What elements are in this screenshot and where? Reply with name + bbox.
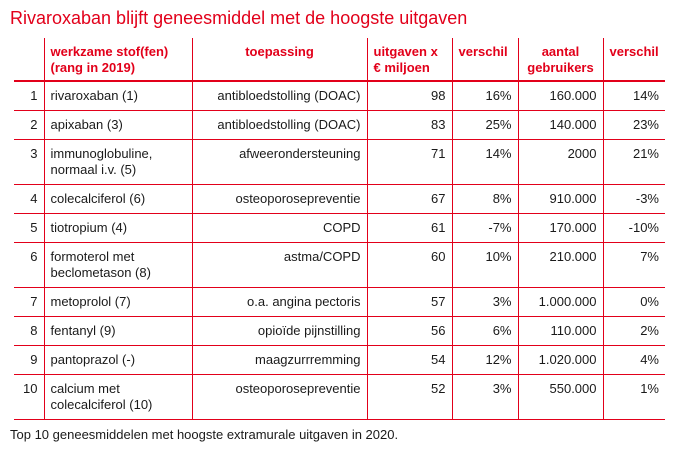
row-verschil-uitgaven: 6% — [452, 316, 518, 345]
row-verschil-uitgaven: 12% — [452, 345, 518, 374]
row-verschil-gebruikers: 14% — [603, 81, 665, 110]
row-aantal-gebruikers: 170.000 — [518, 213, 603, 242]
row-verschil-uitgaven: 10% — [452, 242, 518, 287]
row-werkzame-stof: fentanyl (9) — [44, 316, 192, 345]
table-row — [14, 213, 665, 242]
row-verschil-gebruikers: 21% — [603, 139, 665, 184]
row-verschil-gebruikers: 4% — [603, 345, 665, 374]
row-verschil-gebruikers: 1% — [603, 374, 665, 419]
row-uitgaven: 57 — [367, 287, 452, 316]
header-verschil-gebruikers: verschil — [603, 38, 665, 81]
row-verschil-uitgaven: 8% — [452, 184, 518, 213]
table-row — [14, 374, 665, 419]
row-werkzame-stof: formoterol met beclometason (8) — [44, 242, 192, 287]
row-verschil-uitgaven: 3% — [452, 374, 518, 419]
header-nr — [14, 38, 44, 81]
row-toepassing: COPD — [192, 213, 367, 242]
row-verschil-uitgaven: 3% — [452, 287, 518, 316]
row-toepassing: o.a. angina pectoris — [192, 287, 367, 316]
row-rank: 3 — [14, 139, 44, 184]
header-uitgaven: uitgaven x € miljoen — [367, 38, 452, 81]
row-verschil-uitgaven: -7% — [452, 213, 518, 242]
row-uitgaven: 54 — [367, 345, 452, 374]
row-uitgaven: 56 — [367, 316, 452, 345]
table-caption: Top 10 geneesmiddelen met hoogste extramurale uitgaven in 2020. — [10, 427, 399, 442]
row-werkzame-stof: colecalciferol (6) — [44, 184, 192, 213]
header-aantal-gebruikers: aantal gebruikers — [518, 38, 603, 81]
table-row — [14, 139, 665, 184]
row-werkzame-stof: metoprolol (7) — [44, 287, 192, 316]
row-toepassing: antibloedstolling (DOAC) — [192, 81, 367, 110]
row-verschil-uitgaven: 16% — [452, 81, 518, 110]
table-row — [14, 242, 665, 287]
header-row — [14, 38, 665, 81]
row-aantal-gebruikers: 910.000 — [518, 184, 603, 213]
row-aantal-gebruikers: 140.000 — [518, 110, 603, 139]
row-verschil-gebruikers: 7% — [603, 242, 665, 287]
row-rank: 1 — [14, 81, 44, 110]
row-aantal-gebruikers: 1.000.000 — [518, 287, 603, 316]
row-verschil-gebruikers: 23% — [603, 110, 665, 139]
row-uitgaven: 52 — [367, 374, 452, 419]
header-toepassing: toepassing — [192, 38, 367, 81]
row-uitgaven: 83 — [367, 110, 452, 139]
row-aantal-gebruikers: 2000 — [518, 139, 603, 184]
row-uitgaven: 67 — [367, 184, 452, 213]
row-aantal-gebruikers: 1.020.000 — [518, 345, 603, 374]
row-toepassing: astma/COPD — [192, 242, 367, 287]
row-uitgaven: 61 — [367, 213, 452, 242]
row-werkzame-stof: calcium met colecalciferol (10) — [44, 374, 192, 419]
row-werkzame-stof: tiotropium (4) — [44, 213, 192, 242]
header-verschil-uitgaven: verschil — [452, 38, 518, 81]
table-row — [14, 110, 665, 139]
row-werkzame-stof: immunoglobuline, normaal i.v. (5) — [44, 139, 192, 184]
row-toepassing: osteoporosepreventie — [192, 374, 367, 419]
row-rank: 10 — [14, 374, 44, 419]
row-uitgaven: 98 — [367, 81, 452, 110]
row-verschil-gebruikers: 2% — [603, 316, 665, 345]
table-row — [14, 345, 665, 374]
table-row — [14, 287, 665, 316]
row-werkzame-stof: rivaroxaban (1) — [44, 81, 192, 110]
row-toepassing: maagzurrremming — [192, 345, 367, 374]
row-rank: 8 — [14, 316, 44, 345]
row-verschil-gebruikers: 0% — [603, 287, 665, 316]
row-rank: 9 — [14, 345, 44, 374]
row-uitgaven: 60 — [367, 242, 452, 287]
row-verschil-uitgaven: 25% — [452, 110, 518, 139]
row-toepassing: opioïde pijnstilling — [192, 316, 367, 345]
row-aantal-gebruikers: 550.000 — [518, 374, 603, 419]
row-aantal-gebruikers: 210.000 — [518, 242, 603, 287]
table-row — [14, 184, 665, 213]
table-title: Rivaroxaban blijft geneesmiddel met de hoogste uitgaven — [10, 8, 468, 28]
row-aantal-gebruikers: 110.000 — [518, 316, 603, 345]
table-row — [14, 81, 665, 110]
table-row — [14, 316, 665, 345]
row-uitgaven: 71 — [367, 139, 452, 184]
row-verschil-gebruikers: -3% — [603, 184, 665, 213]
row-rank: 7 — [14, 287, 44, 316]
row-verschil-gebruikers: -10% — [603, 213, 665, 242]
row-werkzame-stof: apixaban (3) — [44, 110, 192, 139]
row-toepassing: antibloedstolling (DOAC) — [192, 110, 367, 139]
row-rank: 2 — [14, 110, 44, 139]
row-werkzame-stof: pantoprazol (-) — [44, 345, 192, 374]
row-rank: 5 — [14, 213, 44, 242]
row-toepassing: afweerondersteuning — [192, 139, 367, 184]
data-table — [14, 38, 665, 420]
row-toepassing: osteoporosepreventie — [192, 184, 367, 213]
row-rank: 6 — [14, 242, 44, 287]
row-rank: 4 — [14, 184, 44, 213]
row-verschil-uitgaven: 14% — [452, 139, 518, 184]
header-werkzame-stof: werkzame stof(fen) (rang in 2019) — [44, 38, 192, 81]
row-aantal-gebruikers: 160.000 — [518, 81, 603, 110]
